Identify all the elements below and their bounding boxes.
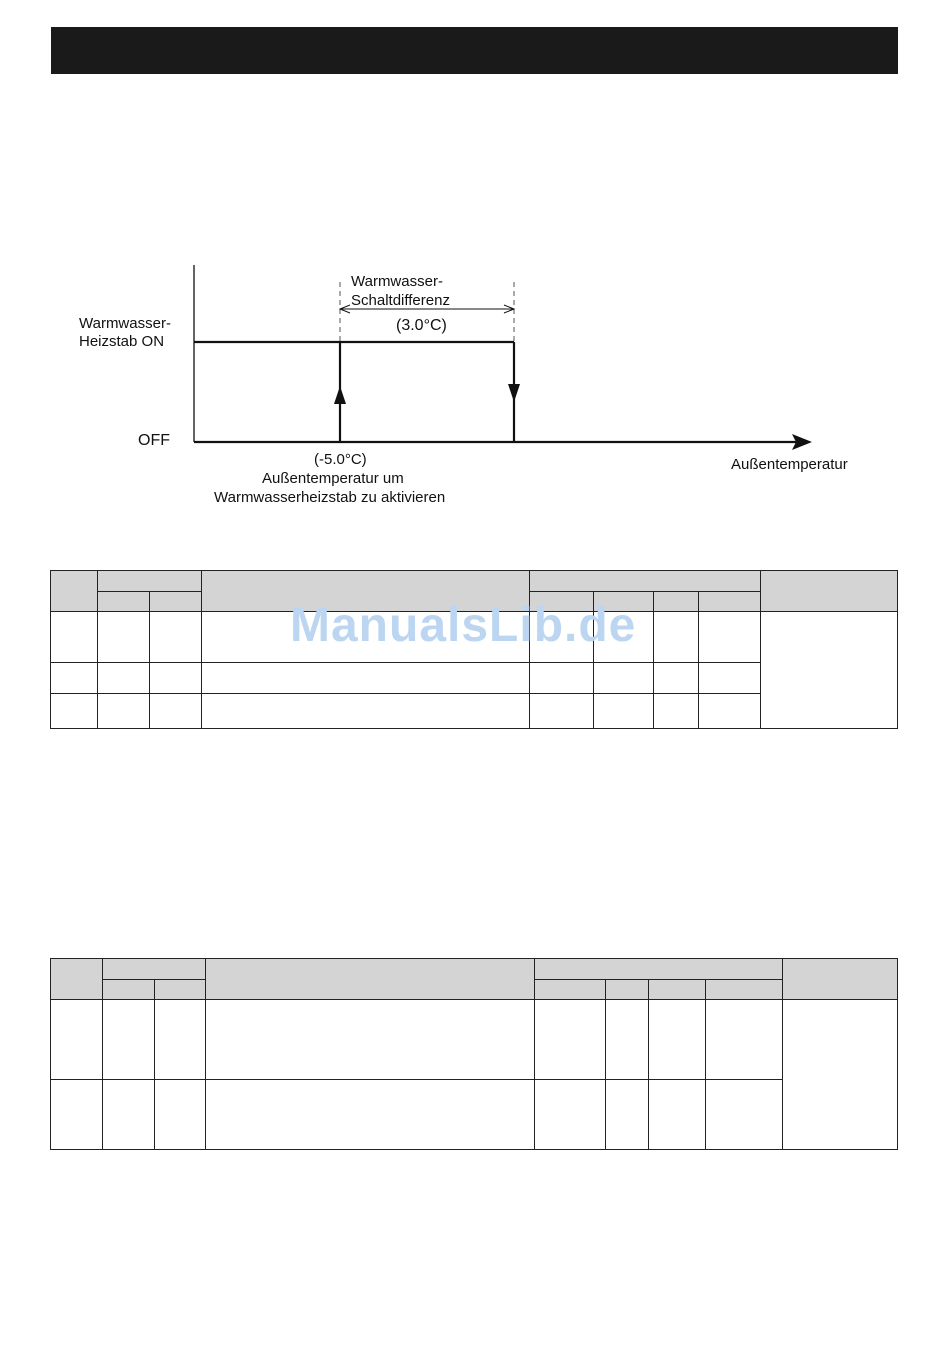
table-header-row xyxy=(51,571,898,592)
switch-off-arrowhead xyxy=(508,384,520,402)
watermark: ManualsLib.de xyxy=(290,599,637,652)
hysteresis-diagram xyxy=(0,0,950,560)
diff-label-line1: Warmwasser- xyxy=(351,273,443,290)
diff-label-line2: Schaltdifferenz xyxy=(351,292,450,309)
table-header-row xyxy=(51,959,898,980)
y-on-label-line1: Warmwasser- xyxy=(79,315,171,332)
y-on-label-line2: Heizstab ON xyxy=(79,333,165,350)
table-row xyxy=(51,1000,898,1080)
x-axis-label: Außentemperatur xyxy=(731,456,848,473)
activation-value: (-5.0°C) xyxy=(314,451,367,468)
parameter-table-2 xyxy=(50,958,898,1150)
diff-value: (3.0°C) xyxy=(396,317,447,334)
activation-label-line1: Außentemperatur um xyxy=(262,470,404,487)
table-row xyxy=(51,1080,898,1150)
activation-label-line2: Warmwasserheizstab zu aktivieren xyxy=(214,489,446,506)
y-off-label: OFF xyxy=(138,432,170,449)
switch-on-arrowhead xyxy=(334,386,346,404)
